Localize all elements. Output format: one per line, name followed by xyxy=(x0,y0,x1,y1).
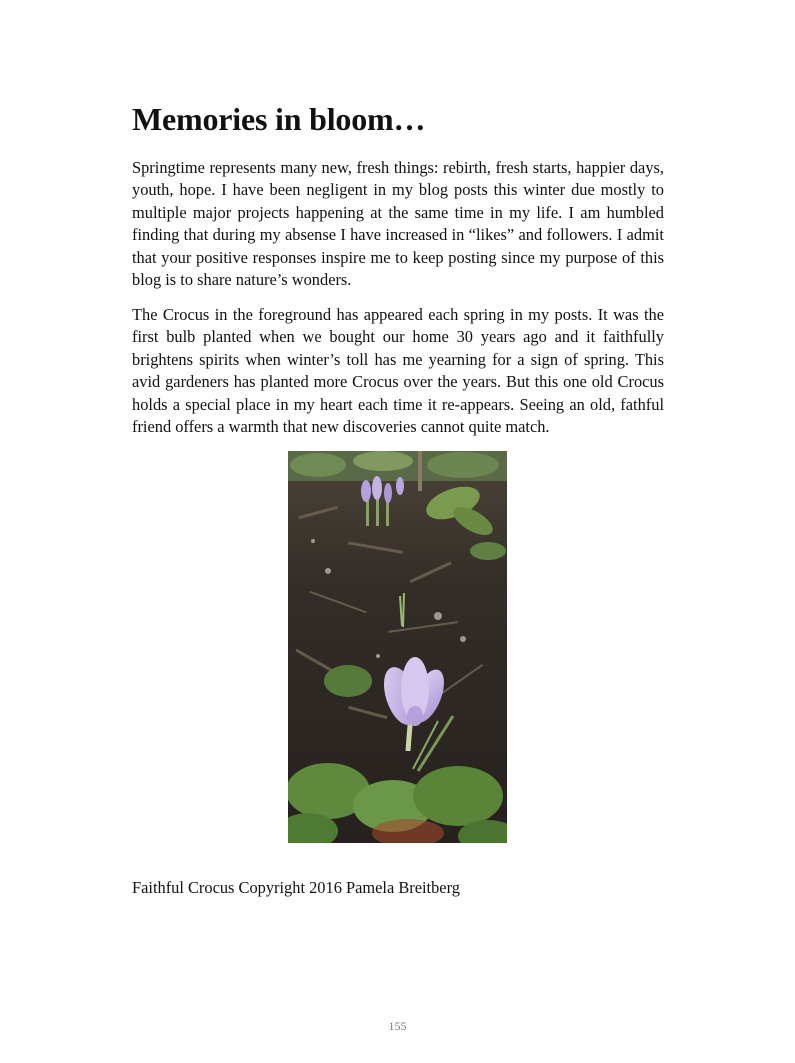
paragraph-crocus: The Crocus in the foreground has appeared each spring in my posts. It was the first bulb planted when we bought our home 30 years ago and it faithfully brightens spirits when winter’s toll has me yearning for a sign of spring. This avid gardeners has planted more Crocus over the years. But this one old Crocus holds a special place in my heart each time it re-appears. Seeing an old, fathful friend offers a warmth that new discoveries cannot quite match. xyxy=(132,305,664,437)
paragraph-intro: Springtime represents many new, fresh things: rebirth, fresh starts, happier days, youth, hope. I have been negligent in my blog posts this winter due mostly to multiple major projects happening at the same time in my life. I am humbled finding that during my absense I have increased in “likes” and followers. I admit that your positive responses inspire me to keep posting since my purpose of this blog is to share nature’s wonders. xyxy=(132,158,664,290)
page-number: 155 xyxy=(388,1019,407,1033)
photo-caption: Faithful Crocus Copyright 2016 Pamela Breitberg xyxy=(132,878,460,897)
crocus-photo xyxy=(288,451,507,843)
page-title: Memories in bloom… xyxy=(132,101,426,137)
